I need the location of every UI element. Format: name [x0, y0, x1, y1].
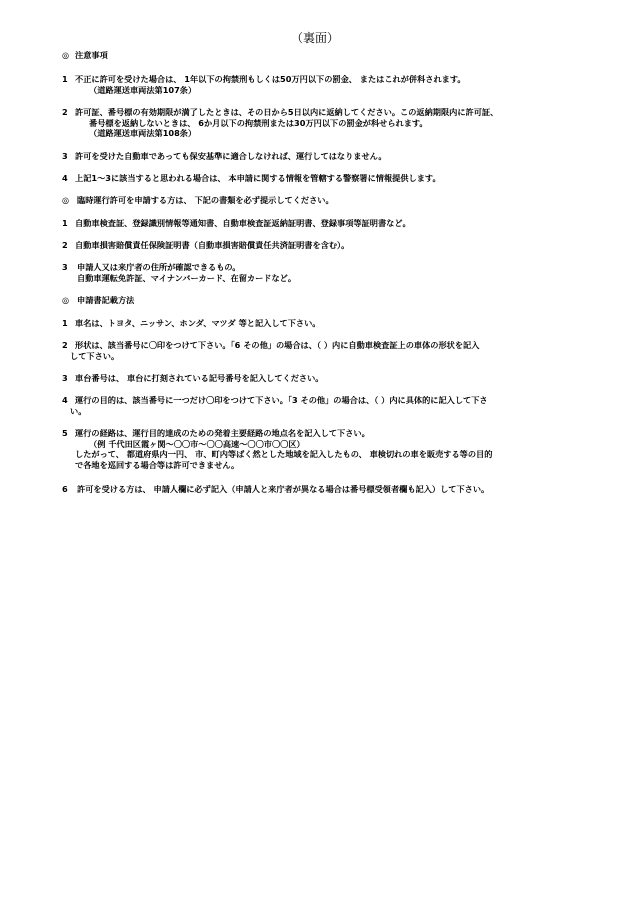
method-line: 許可を受ける方は、 申請人欄に必ず記入（申請人と来庁者が異なる場合は番号標受領者欄も記入）して下さい。 — [77, 484, 490, 494]
doc-line: 自動車運転免許証、マイナンバーカード、在留カードなど。 — [77, 272, 297, 283]
doc-number: 2 — [62, 240, 68, 250]
note-item-4 — [62, 173, 570, 184]
notes-heading-text: 注意事項 — [75, 50, 108, 60]
doc-line: 自動車検査証、登録識別情報等通知書、自動車検査証返納証明書、登録事項等証明書など。 — [75, 218, 411, 228]
method-heading-text: 申請書記載方法 — [77, 295, 135, 305]
method-item-5 — [62, 428, 570, 470]
docs-heading-text: 臨時運行許可を申請する方は、 下記の書類を必ず提示してください。 — [77, 195, 334, 205]
method-example-line: （例 千代田区霞ヶ関～〇〇市～〇〇高速～〇〇市〇〇区） — [89, 438, 305, 449]
method-line: 形状は、該当番号に〇印をつけて下さい。「6 その他」の場合は、（ ）内に自動車検査証上の車体の形状を記入 — [75, 340, 480, 350]
method-number: 6 — [62, 484, 68, 494]
note-number: 1 — [62, 74, 68, 84]
docs-heading — [62, 195, 570, 206]
method-line: 車名は、トヨタ、ニッサン、ホンダ、マツダ 等と記入して下さい。 — [75, 318, 321, 328]
note-item-2 — [62, 107, 570, 139]
method-heading — [62, 295, 570, 306]
doc-line: 申請人又は来庁者の住所が確認できるもの。 — [77, 262, 241, 272]
method-line: して下さい。 — [70, 350, 120, 361]
note-line: 許可証、番号標の有効期限が満了したときは、その日から5日以内に返納してください。この返納期限内に許可証、 — [75, 107, 499, 117]
method-item-4 — [62, 395, 570, 416]
notes-heading — [62, 50, 570, 61]
method-number: 3 — [62, 373, 68, 383]
method-number: 1 — [62, 318, 68, 328]
note-line: （道路運送車両法第108条） — [89, 128, 197, 138]
method-number: 5 — [62, 428, 68, 438]
method-number: 4 — [62, 395, 68, 405]
note-item-1 — [62, 74, 570, 95]
doc-item-1 — [62, 218, 570, 229]
note-line: 不正に許可を受けた場合は、 1年以下の拘禁刑もしくは50万円以下の罰金、 またはこれが併科されます。 — [75, 74, 466, 84]
method-line: 運行の目的は、該当番号に一つだけ〇印をつけて下さい。「3 その他」の場合は、（ ）内に具体的に記入して下さ — [75, 395, 488, 405]
page-title: （裏面） — [290, 31, 339, 45]
note-number: 2 — [62, 107, 68, 117]
method-number: 2 — [62, 340, 68, 350]
method-item-1 — [62, 318, 570, 329]
doc-item-2 — [62, 240, 570, 251]
method-line: 運行の経路は、運行目的達成のための発着主要経路の地点名を記入して下さい。 — [75, 428, 370, 438]
note-line: （道路運送車両法第107条） — [89, 84, 197, 95]
doc-line: 自動車損害賠償責任保険証明書（自動車損害賠償責任共済証明書を含む）。 — [75, 240, 350, 250]
note-line: 許可を受けた自動車であっても保安基準に適合しなければ、運行してはなりません。 — [75, 151, 387, 161]
method-line: い。 — [70, 405, 87, 416]
double-circle-mark: ◎ — [62, 50, 70, 60]
doc-number: 1 — [62, 218, 68, 228]
double-circle-mark: ◎ — [62, 295, 70, 305]
method-line: 車台番号は、 車台に打刻されている記号番号を記入してください。 — [75, 373, 324, 383]
note-line: 番号標を返納しないときは、 6か月以下の拘禁刑または30万円以下の罰金が科せられます。 — [89, 117, 428, 128]
doc-item-3 — [62, 262, 570, 283]
note-line: 上記1～3に該当すると思われる場合は、 本申請に関する情報を管轄する警察署に情報提供します。 — [75, 173, 441, 183]
note-number: 3 — [62, 151, 68, 161]
doc-number: 3 — [62, 262, 68, 272]
note-item-3 — [62, 151, 570, 162]
method-item-6 — [62, 484, 570, 495]
note-number: 4 — [62, 173, 68, 183]
method-line: で各地を巡回する場合等は許可できません。 — [75, 459, 240, 470]
method-item-3 — [62, 373, 570, 384]
method-line: したがって、 都道府県内一円、 市、町内等ばく然とした地域を記入したもの、 車検切れの車を販売する等の目的 — [75, 449, 493, 459]
double-circle-mark: ◎ — [62, 195, 70, 205]
method-item-2 — [62, 340, 570, 361]
